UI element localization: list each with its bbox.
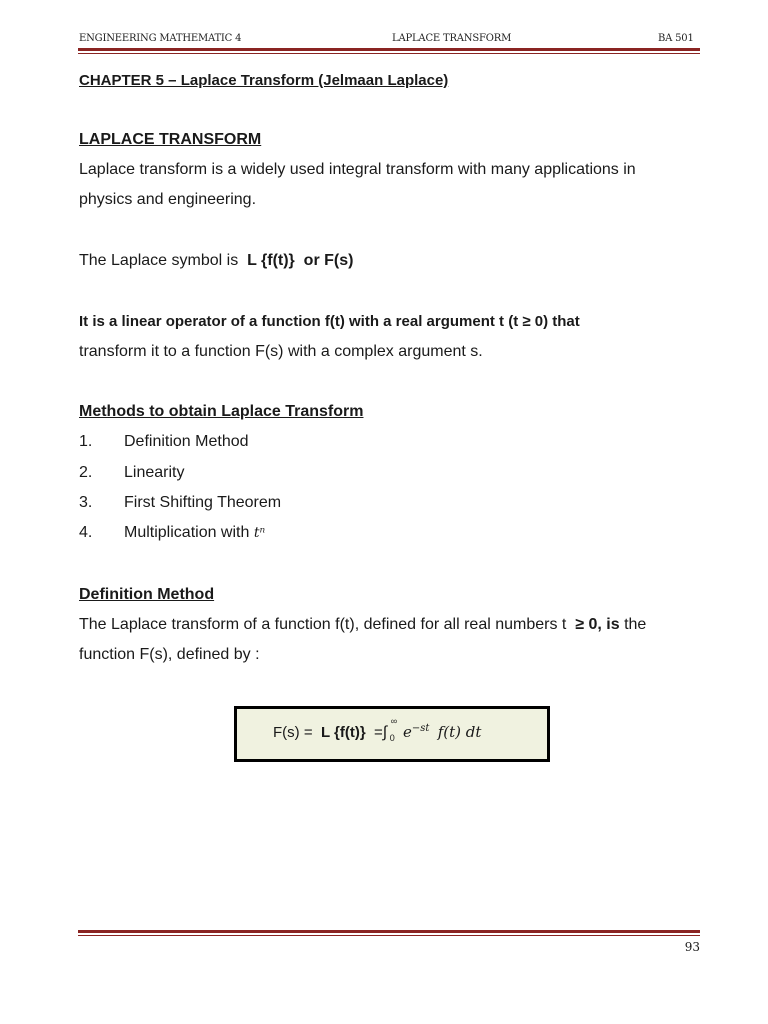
integral-sign bbox=[382, 716, 399, 743]
integral-upper-limit: ∞ bbox=[390, 716, 398, 726]
formula-exp-base: e bbox=[402, 723, 412, 741]
formula-operator: L {f(t)} bbox=[320, 724, 366, 741]
formula-equals: = bbox=[374, 724, 383, 741]
definition-line2: function F(s), defined by : bbox=[79, 646, 260, 663]
list-item-label: Multiplication with bbox=[124, 524, 250, 541]
formula-exponent: −st bbox=[411, 723, 430, 734]
formula-box bbox=[234, 706, 550, 762]
list-item bbox=[79, 464, 184, 482]
list-item-label: Linearity bbox=[124, 464, 185, 481]
list-item-math: tⁿ bbox=[253, 525, 266, 541]
definition-heading: Definition Method bbox=[79, 586, 215, 603]
definition-text: The Laplace transform of a function f(t), defined for all real numbers t bbox=[79, 616, 567, 633]
list-item-number: 4. bbox=[79, 524, 93, 541]
definition-condition: ≥ 0, is bbox=[575, 616, 620, 633]
footer-rule bbox=[78, 930, 700, 936]
header-rule bbox=[78, 48, 700, 54]
linear-operator-line1: It is a linear operator of a function f(t) with a real argument t (t ≥ 0) that bbox=[79, 313, 580, 330]
header-course: ENGINEERING MATHEMATIC 4 bbox=[79, 33, 242, 44]
list-item bbox=[79, 433, 249, 451]
symbol-notation: L {f(t)} or F(s) bbox=[247, 252, 354, 269]
integral-lower-limit: 0 bbox=[389, 733, 395, 743]
symbol-prefix: The Laplace symbol is bbox=[79, 252, 239, 269]
symbol-line bbox=[79, 252, 353, 270]
list-item-number: 2. bbox=[79, 464, 93, 481]
list-item-label: First Shifting Theorem bbox=[124, 494, 282, 511]
linear-operator-line2: transform it to a function F(s) with a complex argument s. bbox=[79, 343, 483, 360]
list-item bbox=[79, 524, 265, 542]
header-topic: LAPLACE TRANSFORM bbox=[392, 33, 512, 44]
integral-symbol: ∫ bbox=[382, 724, 388, 741]
section-heading-laplace: LAPLACE TRANSFORM bbox=[79, 131, 262, 148]
list-item-number: 3. bbox=[79, 494, 93, 511]
formula-integrand: f(t) dt bbox=[437, 723, 482, 741]
list-item-number: 1. bbox=[79, 433, 93, 450]
intro-paragraph-line2: physics and engineering. bbox=[79, 191, 257, 208]
intro-paragraph-line1: Laplace transform is a widely used integral transform with many applications in bbox=[79, 161, 636, 178]
formula-lhs: F(s) = bbox=[273, 724, 313, 741]
list-item bbox=[79, 494, 281, 512]
header-code: BA 501 bbox=[658, 33, 694, 44]
definition-line1 bbox=[79, 616, 646, 634]
methods-heading: Methods to obtain Laplace Transform bbox=[79, 403, 364, 420]
page-number: 93 bbox=[684, 940, 700, 954]
laplace-formula bbox=[273, 716, 482, 743]
chapter-title: CHAPTER 5 – Laplace Transform (Jelmaan Laplace) bbox=[79, 72, 449, 89]
definition-text-end: the bbox=[624, 616, 647, 633]
list-item-label: Definition Method bbox=[124, 433, 249, 450]
